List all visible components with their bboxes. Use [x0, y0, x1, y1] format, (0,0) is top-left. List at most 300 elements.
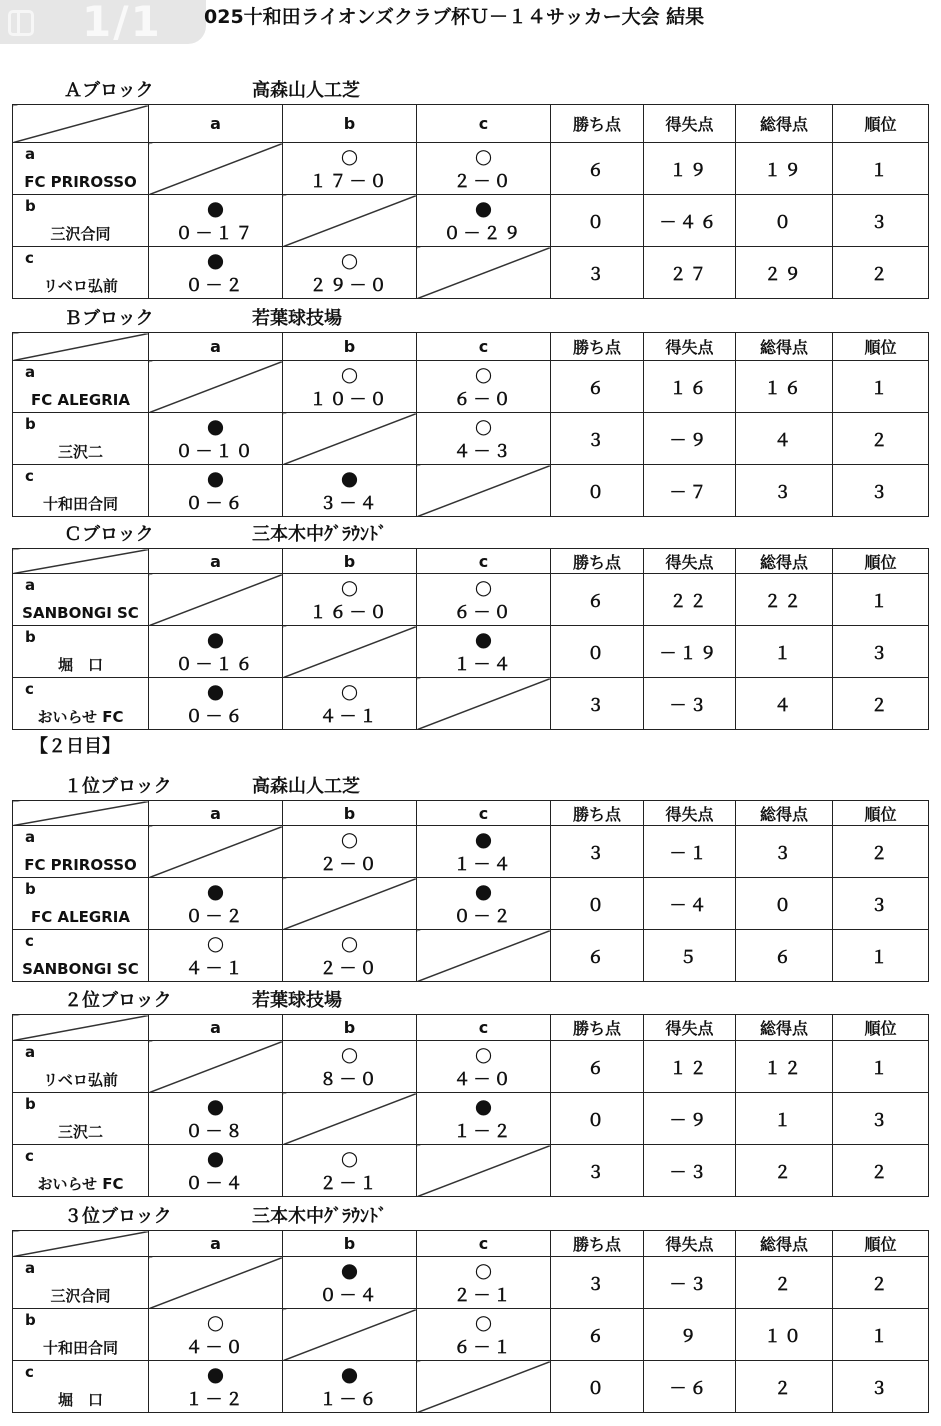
match-score: ０－２ [185, 907, 246, 927]
column-header: b [283, 801, 417, 826]
team-name: 三沢二 [57, 443, 103, 461]
column-header: 勝ち点 [551, 1015, 644, 1041]
loss-dot-icon: ● [206, 879, 225, 903]
team-code: c [25, 1147, 34, 1165]
goal-diff-cell: －７ [644, 465, 736, 517]
block-title [12, 524, 512, 546]
column-header: b [283, 1231, 417, 1257]
block-name: Ａブロック [64, 80, 154, 101]
table-row [13, 465, 929, 517]
results-table [12, 1014, 929, 1197]
table-row [13, 626, 929, 678]
match-result-cell [417, 413, 551, 465]
block-venue: 若葉球技場 [252, 308, 342, 329]
match-result-cell [283, 1361, 417, 1413]
loss-dot-icon: ● [206, 414, 225, 438]
goals-scored-cell: ４ [736, 678, 833, 730]
self-match-diagonal-cell [149, 574, 283, 626]
goals-scored-cell: １９ [736, 143, 833, 195]
match-result-cell [149, 413, 283, 465]
column-header: c [417, 1231, 551, 1257]
column-header: 勝ち点 [551, 801, 644, 826]
table-row [13, 361, 929, 413]
self-match-diagonal-cell [417, 1361, 551, 1413]
results-table [12, 104, 929, 299]
match-result-cell [283, 1041, 417, 1093]
match-score: ０－１０ [175, 442, 256, 462]
goal-diff-cell: ５ [644, 930, 736, 982]
goals-scored-cell: ２ [736, 1257, 833, 1309]
goal-diff-cell: ９ [644, 1309, 736, 1361]
team-name: SANBONGI SC [22, 960, 139, 978]
win-circle-icon: ○ [340, 931, 359, 955]
block-title [12, 308, 512, 330]
team-name: 三沢二 [57, 1123, 103, 1141]
goals-scored-cell: １ [736, 626, 833, 678]
goal-diff-cell: －９ [644, 1093, 736, 1145]
column-header: b [283, 105, 417, 143]
table-row [13, 826, 929, 878]
column-header: 順位 [833, 549, 929, 574]
column-header: a [149, 1015, 283, 1041]
match-score: ４－１ [185, 959, 246, 979]
goals-scored-cell: ２ [736, 1361, 833, 1413]
match-result-cell [283, 1145, 417, 1197]
match-result-cell [417, 143, 551, 195]
points-cell: ０ [551, 465, 644, 517]
team-cell [13, 826, 149, 878]
column-header: c [417, 549, 551, 574]
rank-cell: ３ [833, 1361, 929, 1413]
team-code: c [25, 467, 34, 485]
team-code: c [25, 249, 34, 267]
loss-dot-icon: ● [474, 827, 493, 851]
loss-dot-icon: ● [206, 627, 225, 651]
goals-scored-cell: ０ [736, 878, 833, 930]
match-score: ２－０ [319, 855, 380, 875]
match-result-cell [149, 195, 283, 247]
loss-dot-icon: ● [206, 1094, 225, 1118]
goal-diff-cell: －１９ [644, 626, 736, 678]
goals-scored-cell: １０ [736, 1309, 833, 1361]
self-match-diagonal-cell [417, 1145, 551, 1197]
match-score: １６－０ [309, 603, 390, 623]
points-cell: ６ [551, 1309, 644, 1361]
match-result-cell [283, 247, 417, 299]
match-result-cell [417, 195, 551, 247]
win-circle-icon: ○ [340, 362, 359, 386]
goal-diff-cell: １２ [644, 1041, 736, 1093]
column-header: 順位 [833, 1015, 929, 1041]
self-match-diagonal-cell [149, 143, 283, 195]
goal-diff-cell: －６ [644, 1361, 736, 1413]
match-score: ０－６ [185, 707, 246, 727]
points-cell: ３ [551, 678, 644, 730]
match-score: ０－４ [185, 1174, 246, 1194]
points-cell: ０ [551, 878, 644, 930]
match-score: ６－０ [453, 390, 514, 410]
match-result-cell [149, 930, 283, 982]
loss-dot-icon: ● [474, 1094, 493, 1118]
team-name: おいらせ FC [37, 1175, 124, 1193]
team-code: b [25, 628, 36, 646]
win-circle-icon: ○ [340, 144, 359, 168]
column-header: 総得点 [736, 1231, 833, 1257]
rank-cell: １ [833, 1309, 929, 1361]
block-title [12, 80, 512, 102]
match-result-cell [417, 361, 551, 413]
rank-cell: １ [833, 574, 929, 626]
results-table [12, 800, 929, 982]
table-row [13, 878, 929, 930]
match-result-cell [417, 1257, 551, 1309]
column-header: 得失点 [644, 801, 736, 826]
block-name: ２位ブロック [64, 990, 172, 1011]
goal-diff-cell: －３ [644, 678, 736, 730]
loss-dot-icon: ● [206, 196, 225, 220]
rank-cell: ２ [833, 1145, 929, 1197]
column-header: 順位 [833, 801, 929, 826]
match-result-cell [283, 1257, 417, 1309]
results-table [12, 1230, 929, 1413]
rank-cell: １ [833, 143, 929, 195]
team-cell [13, 1145, 149, 1197]
team-code: b [25, 1311, 36, 1329]
column-header: a [149, 333, 283, 361]
win-circle-icon: ○ [474, 414, 493, 438]
match-result-cell [149, 247, 283, 299]
header-row [13, 105, 929, 143]
match-score: ０－８ [185, 1122, 246, 1142]
rank-cell: ２ [833, 826, 929, 878]
goals-scored-cell: １ [736, 1093, 833, 1145]
goals-scored-cell: ４ [736, 413, 833, 465]
table-row [13, 574, 929, 626]
column-header: c [417, 105, 551, 143]
corner-diagonal-cell [13, 801, 149, 826]
rank-cell: ３ [833, 1093, 929, 1145]
column-header: 総得点 [736, 1015, 833, 1041]
team-code: a [25, 145, 36, 163]
points-cell: ０ [551, 1093, 644, 1145]
goals-scored-cell: １６ [736, 361, 833, 413]
column-header: 得失点 [644, 333, 736, 361]
match-score: ０－２ [453, 907, 514, 927]
win-circle-icon: ○ [474, 575, 493, 599]
win-circle-icon: ○ [474, 1310, 493, 1334]
column-header: b [283, 549, 417, 574]
goal-diff-cell: －３ [644, 1257, 736, 1309]
goal-diff-cell: －４６ [644, 195, 736, 247]
goals-scored-cell: ３ [736, 465, 833, 517]
team-name: FC ALEGRIA [31, 908, 130, 926]
table-row [13, 1361, 929, 1413]
goal-diff-cell: １６ [644, 361, 736, 413]
win-circle-icon: ○ [206, 931, 225, 955]
table-row [13, 1257, 929, 1309]
goal-diff-cell: －９ [644, 413, 736, 465]
block-name: Ｂブロック [64, 308, 154, 329]
team-cell [13, 574, 149, 626]
team-cell [13, 930, 149, 982]
column-header: 得失点 [644, 1231, 736, 1257]
table-row [13, 143, 929, 195]
corner-diagonal-cell [13, 105, 149, 143]
loss-dot-icon: ● [340, 1258, 359, 1282]
match-score: ０－１６ [175, 655, 256, 675]
team-code: a [25, 363, 36, 381]
column-header: a [149, 1231, 283, 1257]
team-cell [13, 1361, 149, 1413]
column-header: 勝ち点 [551, 1231, 644, 1257]
team-code: b [25, 880, 36, 898]
block-venue: 高森山人工芝 [252, 80, 360, 101]
page-title: 025十和田ライオンズクラブ杯Ｕ－１４サッカー大会 結果 [204, 6, 705, 28]
block-venue: 三本木中ｸﾞﾗｳﾝﾄﾞ [252, 524, 387, 545]
points-cell: ３ [551, 1145, 644, 1197]
column-header: 順位 [833, 1231, 929, 1257]
self-match-diagonal-cell [283, 413, 417, 465]
block-title [12, 776, 512, 798]
table-row [13, 1041, 929, 1093]
match-result-cell [417, 1093, 551, 1145]
table-row [13, 1093, 929, 1145]
team-cell [13, 143, 149, 195]
team-code: a [25, 1043, 36, 1061]
match-score: ２－１ [319, 1174, 380, 1194]
match-result-cell [417, 574, 551, 626]
rank-cell: １ [833, 361, 929, 413]
match-score: ４－１ [319, 707, 380, 727]
match-score: １７－０ [309, 172, 390, 192]
header-row [13, 549, 929, 574]
column-header: 総得点 [736, 801, 833, 826]
table-row [13, 678, 929, 730]
match-result-cell [417, 1309, 551, 1361]
team-name: リベロ弘前 [43, 277, 118, 295]
match-result-cell [283, 143, 417, 195]
win-circle-icon: ○ [340, 1146, 359, 1170]
day2-label: 【２日目】 [30, 736, 120, 757]
page-indicator: 1/1 [82, 0, 162, 46]
win-circle-icon: ○ [340, 248, 359, 272]
points-cell: ６ [551, 930, 644, 982]
match-score: ０－１７ [175, 224, 256, 244]
loss-dot-icon: ● [474, 196, 493, 220]
block-venue: 三本木中ｸﾞﾗｳﾝﾄﾞ [252, 1206, 387, 1227]
match-score: １－２ [185, 1390, 246, 1410]
rank-cell: ３ [833, 195, 929, 247]
self-match-diagonal-cell [283, 195, 417, 247]
column-header: 総得点 [736, 549, 833, 574]
team-cell [13, 878, 149, 930]
team-name: FC ALEGRIA [31, 391, 130, 409]
team-name: SANBONGI SC [22, 604, 139, 622]
match-result-cell [417, 1041, 551, 1093]
block-title [12, 1206, 512, 1228]
team-name: リベロ弘前 [43, 1071, 118, 1089]
pages-icon [8, 10, 34, 36]
points-cell: ０ [551, 195, 644, 247]
points-cell: ０ [551, 626, 644, 678]
table-row [13, 930, 929, 982]
column-header: 得失点 [644, 549, 736, 574]
points-cell: ３ [551, 1257, 644, 1309]
loss-dot-icon: ● [206, 1146, 225, 1170]
win-circle-icon: ○ [340, 575, 359, 599]
match-score: ０－６ [185, 494, 246, 514]
match-result-cell [283, 574, 417, 626]
team-cell [13, 195, 149, 247]
points-cell: ３ [551, 826, 644, 878]
column-header: 総得点 [736, 333, 833, 361]
block-title [12, 990, 512, 1012]
match-result-cell [149, 1361, 283, 1413]
loss-dot-icon: ● [206, 466, 225, 490]
column-header: c [417, 1015, 551, 1041]
column-header: b [283, 1015, 417, 1041]
goals-scored-cell: ６ [736, 930, 833, 982]
team-cell [13, 465, 149, 517]
match-result-cell [283, 465, 417, 517]
match-score: ２９－０ [309, 276, 390, 296]
team-name: FC PRIROSSO [24, 856, 137, 874]
match-result-cell [149, 1093, 283, 1145]
points-cell: ６ [551, 1041, 644, 1093]
team-name: おいらせ FC [37, 708, 124, 726]
win-circle-icon: ○ [474, 1258, 493, 1282]
column-header: 順位 [833, 105, 929, 143]
goal-diff-cell: １９ [644, 143, 736, 195]
team-cell [13, 361, 149, 413]
team-cell [13, 247, 149, 299]
self-match-diagonal-cell [149, 1257, 283, 1309]
column-header: c [417, 801, 551, 826]
header-row [13, 1015, 929, 1041]
rank-cell: １ [833, 930, 929, 982]
team-code: b [25, 415, 36, 433]
match-score: ０－４ [319, 1286, 380, 1306]
match-score: １０－０ [309, 390, 390, 410]
match-score: １－２ [453, 1122, 514, 1142]
goals-scored-cell: ０ [736, 195, 833, 247]
block-name: １位ブロック [64, 776, 172, 797]
match-score: ０－２ [185, 276, 246, 296]
points-cell: ０ [551, 1361, 644, 1413]
column-header: a [149, 801, 283, 826]
win-circle-icon: ○ [474, 144, 493, 168]
match-score: ４－３ [453, 442, 514, 462]
page-indicator-badge [0, 0, 206, 44]
self-match-diagonal-cell [149, 361, 283, 413]
rank-cell: ２ [833, 247, 929, 299]
column-header: 勝ち点 [551, 105, 644, 143]
match-result-cell [149, 626, 283, 678]
column-header: 総得点 [736, 105, 833, 143]
goals-scored-cell: ２ [736, 1145, 833, 1197]
team-name: 十和田合同 [42, 1339, 118, 1357]
results-table [12, 548, 929, 730]
table-row [13, 247, 929, 299]
self-match-diagonal-cell [149, 826, 283, 878]
rank-cell: ３ [833, 626, 929, 678]
block-venue: 高森山人工芝 [252, 776, 360, 797]
self-match-diagonal-cell [283, 878, 417, 930]
team-name: 十和田合同 [42, 495, 118, 513]
win-circle-icon: ○ [474, 1042, 493, 1066]
column-header: c [417, 333, 551, 361]
points-cell: ６ [551, 361, 644, 413]
team-cell [13, 678, 149, 730]
match-score: ３－４ [319, 494, 380, 514]
table-row [13, 1145, 929, 1197]
team-name: 三沢合同 [50, 225, 111, 243]
block-name: ３位ブロック [64, 1206, 172, 1227]
self-match-diagonal-cell [283, 626, 417, 678]
match-score: ２－０ [319, 959, 380, 979]
goal-diff-cell: －３ [644, 1145, 736, 1197]
match-score: ２－０ [453, 172, 514, 192]
loss-dot-icon: ● [340, 466, 359, 490]
match-result-cell [283, 930, 417, 982]
team-name: FC PRIROSSO [24, 173, 137, 191]
win-circle-icon: ○ [340, 827, 359, 851]
header-row [13, 1231, 929, 1257]
rank-cell: ３ [833, 465, 929, 517]
self-match-diagonal-cell [417, 247, 551, 299]
goal-diff-cell: －４ [644, 878, 736, 930]
team-code: c [25, 680, 34, 698]
goals-scored-cell: １２ [736, 1041, 833, 1093]
match-score: ２－１ [453, 1286, 514, 1306]
match-result-cell [149, 1145, 283, 1197]
team-cell [13, 413, 149, 465]
team-code: c [25, 932, 34, 950]
column-header: 勝ち点 [551, 549, 644, 574]
team-cell [13, 626, 149, 678]
match-score: ４－０ [453, 1070, 514, 1090]
match-result-cell [417, 626, 551, 678]
self-match-diagonal-cell [417, 678, 551, 730]
match-result-cell [417, 826, 551, 878]
team-code: b [25, 1095, 36, 1113]
column-header: 得失点 [644, 105, 736, 143]
win-circle-icon: ○ [474, 362, 493, 386]
self-match-diagonal-cell [283, 1309, 417, 1361]
match-score: ０－２９ [443, 224, 524, 244]
table-row [13, 195, 929, 247]
team-code: a [25, 1259, 36, 1277]
header-row [13, 801, 929, 826]
points-cell: ６ [551, 143, 644, 195]
goals-scored-cell: ３ [736, 826, 833, 878]
self-match-diagonal-cell [417, 930, 551, 982]
match-score: ６－１ [453, 1338, 514, 1358]
column-header: a [149, 105, 283, 143]
team-code: b [25, 197, 36, 215]
corner-diagonal-cell [13, 1231, 149, 1257]
block-venue: 若葉球技場 [252, 990, 342, 1011]
team-cell [13, 1309, 149, 1361]
loss-dot-icon: ● [206, 679, 225, 703]
match-score: １－４ [453, 855, 514, 875]
goal-diff-cell: ２７ [644, 247, 736, 299]
block-name: Ｃブロック [64, 524, 154, 545]
win-circle-icon: ○ [340, 679, 359, 703]
loss-dot-icon: ● [340, 1362, 359, 1386]
win-circle-icon: ○ [206, 1310, 225, 1334]
self-match-diagonal-cell [283, 1093, 417, 1145]
